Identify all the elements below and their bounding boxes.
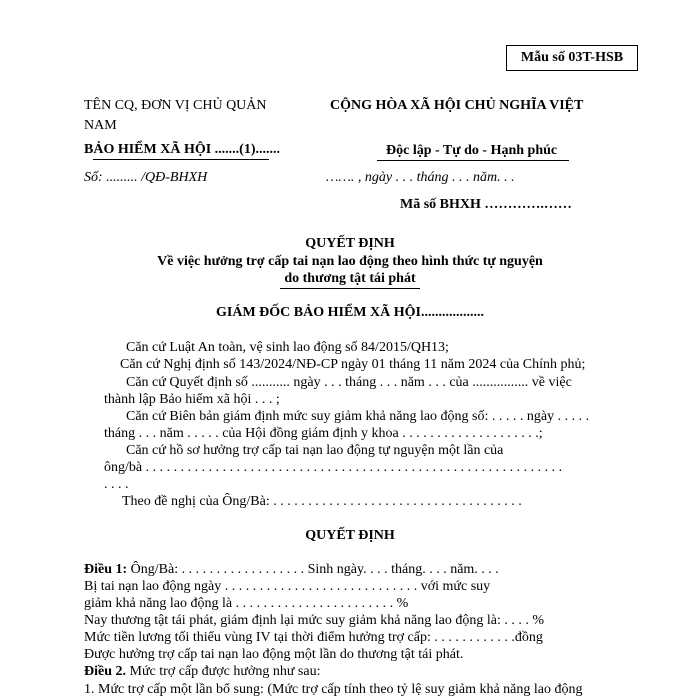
legal-basis-2: Căn cứ Nghị định số 143/2024/NĐ-CP ngày 01 tháng 11 năm 2024 của Chính phủ; — [120, 357, 586, 372]
document-title: QUYẾT ĐỊNH — [305, 236, 395, 251]
legal-basis-5-dots: . . . . — [104, 477, 129, 492]
article-1-line1 — [84, 561, 499, 578]
article-1-label: Điều 1: — [84, 562, 128, 577]
article-2-text: Mức trợ cấp được hưởng như sau: — [126, 664, 321, 679]
agency-name-line2: NAM — [84, 118, 117, 133]
form-code-box: Mẫu số 03T-HSB — [506, 45, 638, 71]
agency-name-line1: TÊN CQ, ĐƠN VỊ CHỦ QUẢN — [84, 98, 267, 113]
proposal-line: Theo đề nghị của Ông/Bà: . . . . . . . . . . . . . . . . . . . . . . . . . . . . . . . . . . . . — [122, 494, 522, 509]
subtitle-underline — [280, 288, 420, 289]
article-1-line3: giảm khả năng lao động là . . . . . . . . . . . . . . . . . . . . . . . % — [84, 596, 409, 611]
legal-basis-3-cont: thành lập Bảo hiểm xã hội . . . ; — [104, 392, 280, 407]
article-2-label: Điều 2. — [84, 664, 126, 679]
legal-basis-4-cont: tháng . . . năm . . . . . của Hội đồng giám định y khoa . . . . . . . . . . . . . . . . . . . .; — [104, 426, 543, 441]
decision-heading: QUYẾT ĐỊNH — [305, 528, 395, 543]
agency-underline — [93, 159, 269, 160]
document-subtitle-line1: Về việc hưởng trợ cấp tai nạn lao động theo hình thức tự nguyện — [157, 254, 543, 269]
document-number: Số: ......... /QĐ-BHXH — [84, 170, 208, 185]
motto-underline — [377, 160, 569, 161]
article-1-line4: Nay thương tật tái phát, giám định lại mức suy giảm khả năng lao động là: . . . . % — [84, 613, 544, 628]
nation-title: CỘNG HÒA XÃ HỘI CHỦ NGHĨA VIỆT — [330, 98, 584, 113]
motto: Độc lập - Tự do - Hạnh phúc — [386, 143, 558, 158]
legal-basis-4: Căn cứ Biên bản giám định mức suy giảm khả năng lao động số: . . . . . ngày . . . . . — [126, 409, 590, 424]
article-1-line5: Mức tiền lương tối thiểu vùng IV tại thời điểm hưởng trợ cấp: . . . . . . . . . . . .đồng — [84, 630, 543, 645]
issue-date: ……. , ngày . . . tháng . . . năm. . . — [326, 170, 515, 185]
article-1-line2: Bị tai nạn lao động ngày . . . . . . . . . . . . . . . . . . . . . . . . . . . . với mức suy — [84, 579, 491, 594]
article-1-line6: Được hưởng trợ cấp tai nạn lao động một lần do thương tật tái phát. — [84, 647, 464, 662]
agency-name-line3: BẢO HIỂM XÃ HỘI .......(1)....... — [84, 142, 280, 157]
legal-basis-5-cont: ông/bà . . . . . . . . . . . . . . . . . . . . . . . . . . . . . . . . . . . . . . . . . . . . . . . . . . . . . . . . . . . . — [104, 460, 563, 475]
issuing-authority: GIÁM ĐỐC BẢO HIỂM XÃ HỘI.................. — [216, 305, 484, 320]
article-2-line1 — [84, 663, 320, 680]
bhxh-code: Mã số BHXH ………….…… — [400, 197, 572, 212]
legal-basis-5: Căn cứ hồ sơ hưởng trợ cấp tai nạn lao động tự nguyện một lần của — [126, 443, 504, 458]
legal-basis-1: Căn cứ Luật An toàn, vệ sinh lao động số 84/2015/QH13; — [126, 340, 449, 355]
document-subtitle-line2: do thương tật tái phát — [284, 271, 416, 286]
article-1-person: Ông/Bà: . . . . . . . . . . . . . . . . . . Sinh ngày. . . . tháng. . . . năm. . . . — [127, 562, 499, 577]
legal-basis-3: Căn cứ Quyết định số ........... ngày . . . tháng . . . năm . . . của ................ về việc — [126, 375, 572, 390]
article-2-item1: 1. Mức trợ cấp một lần bổ sung: (Mức trợ cấp tính theo tỷ lệ suy giảm khả năng lao động — [84, 682, 583, 697]
